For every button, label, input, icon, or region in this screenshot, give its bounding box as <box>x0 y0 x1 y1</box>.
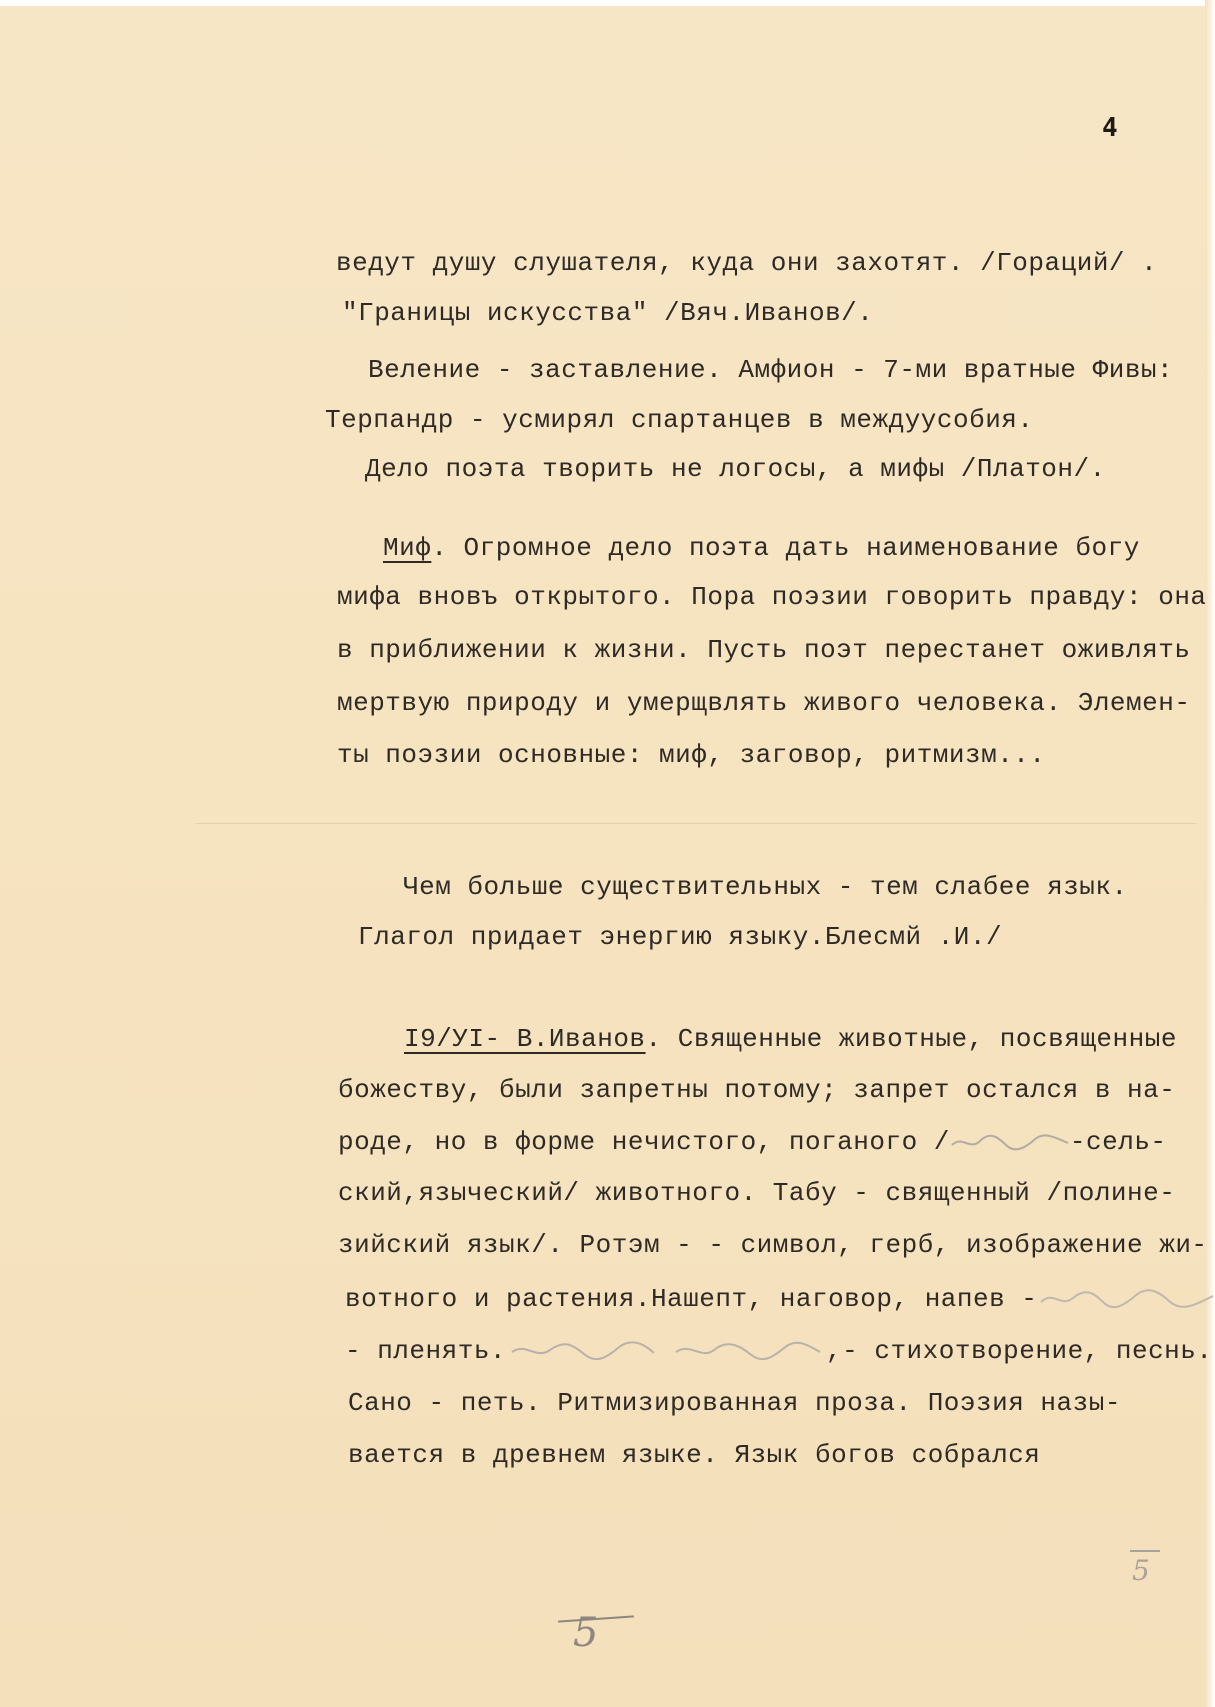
text-line: Сано - петь. Ритмизированная проза. Поэзия назы- <box>348 1388 1121 1418</box>
pencil-handwriting-mark <box>950 1131 1070 1153</box>
pencil-handwriting-mark <box>1037 1286 1215 1312</box>
text-segment: роде, но в форме нечистого, поганого / <box>338 1127 950 1157</box>
date-author-underlined: I9/УI- В.Иванов <box>404 1024 646 1054</box>
text-line: Чем больше существительных - тем слабее язык. <box>403 872 1128 902</box>
text-line: ты поэзии основные: миф, заговор, ритмизм... <box>337 740 1046 770</box>
text-line: божеству, были запретны потому; запрет остался в на- <box>338 1075 1176 1105</box>
pencil-handwriting-mark <box>506 1338 826 1364</box>
text-line: Дело поэта творить не логосы, а мифы /Платон/. <box>365 454 1106 484</box>
fold-line <box>196 823 1196 824</box>
paragraph-start <box>404 1024 1177 1054</box>
keyword-underlined: Миф <box>383 533 432 563</box>
text-line: Веление - заставление. Амфион - 7-ми вратные Фивы: <box>368 355 1174 385</box>
text-line: вается в древнем языке. Язык богов собрался <box>348 1440 1041 1470</box>
scan-edge-top <box>0 0 1215 6</box>
text-line: мертвую природу и умерщвлять живого человека. Элемен- <box>337 688 1191 718</box>
text-line-rest: . Огромное дело поэта дать наименование богу <box>431 533 1140 563</box>
text-line <box>345 1284 1215 1314</box>
text-line: ский,языческий/ животного. Табу - священный /полине- <box>338 1178 1176 1208</box>
page-number: 4 <box>1102 113 1119 143</box>
text-segment: вотного и растения.Нашепт, наговор, напев - <box>345 1284 1038 1314</box>
pencil-page-mark: 5 <box>1132 1554 1151 1587</box>
scan-edge-right <box>1205 0 1215 1707</box>
paragraph-start <box>383 533 1140 563</box>
text-line: Терпандр - усмирял спартанцев в междуусобия. <box>325 405 1034 435</box>
pencil-stroke <box>1130 1550 1160 1552</box>
text-segment: - пленять. <box>345 1336 507 1366</box>
text-line <box>338 1127 1167 1157</box>
text-segment: ,- стихотворение, песнь. <box>826 1336 1213 1366</box>
text-line: Глагол придает энергию языку.Блесмй .И./ <box>358 922 1003 952</box>
text-line: в приближении к жизни. Пусть поэт перестанет оживлять <box>337 635 1191 665</box>
text-line: "Границы искусства" /Вяч.Иванов/. <box>342 298 874 328</box>
text-line <box>345 1336 1213 1366</box>
text-line: ведут душу слушателя, куда они захотят. /Гораций/ . <box>336 248 1158 278</box>
text-segment: -сель- <box>1069 1127 1167 1157</box>
text-line: мифа вновъ открытого. Пора поэзии говорить правду: она <box>337 582 1207 612</box>
text-line-rest: . Священные животные, посвященные <box>645 1024 1177 1054</box>
text-line: зийский язык/. Ротэм - - символ, герб, изображение жи- <box>338 1230 1208 1260</box>
pencil-page-mark: 5 <box>573 1610 599 1656</box>
